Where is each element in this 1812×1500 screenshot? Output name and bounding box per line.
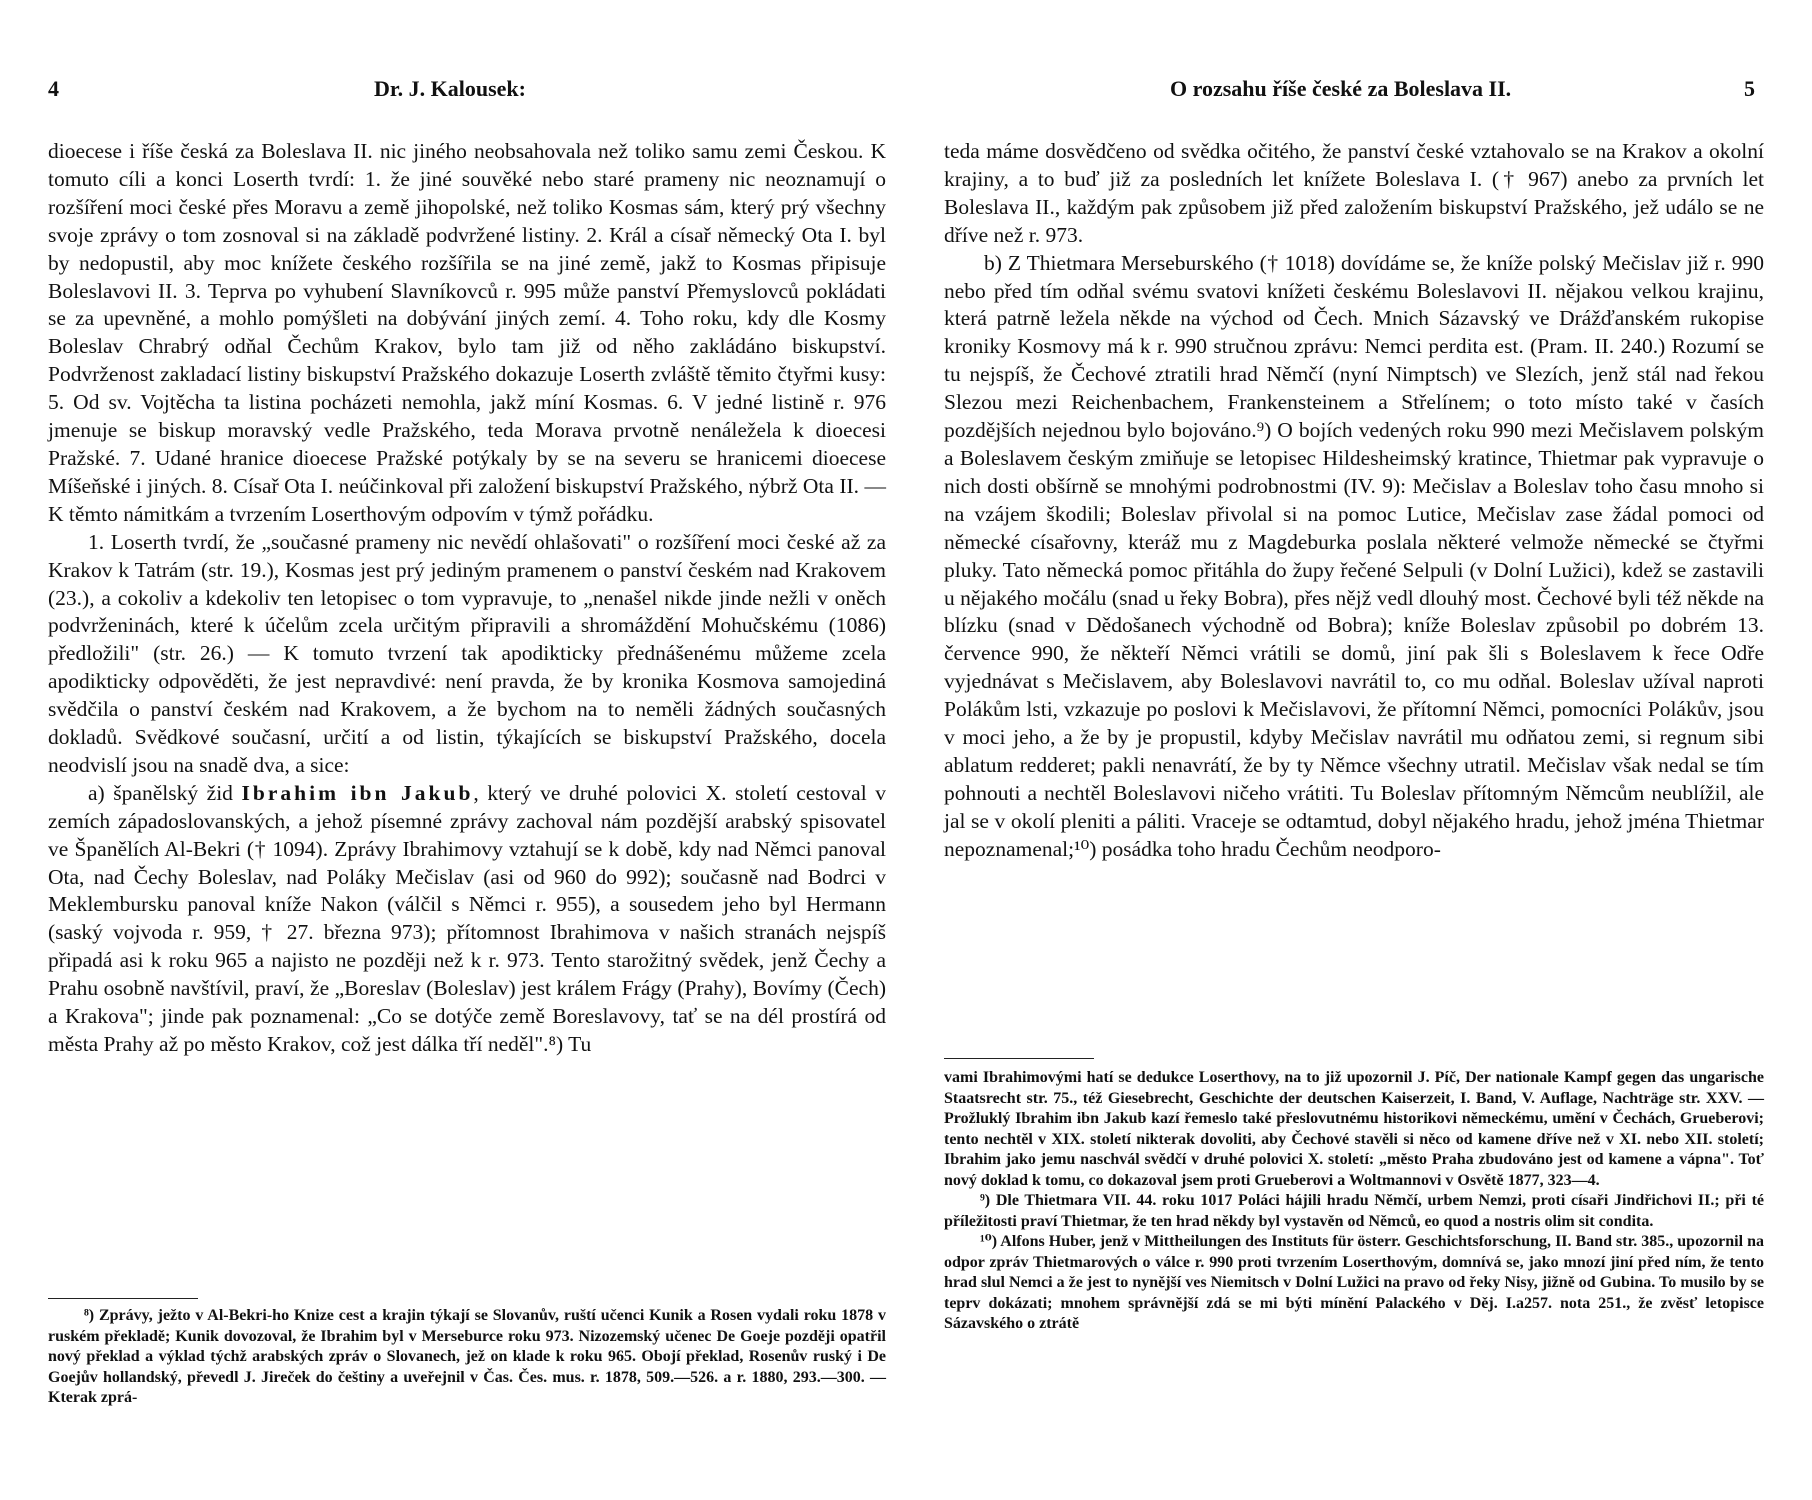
left-body-text — [48, 138, 886, 1059]
footnote-10: ¹⁰) Alfons Huber, jenž v Mittheilungen des Instituts für österr. Geschichtsforschung, II. Band str. 385., upozornil na odpor zpráv Thietmarových o válce r. 990 proti tvrzením Loserthovým, domnívá se, jako mnozí jiní před ním, že tento hrad slul Nemci a že jest to nynější ves Niemitsch v Dolní Lužici na pravo od řeky Nisy, jižně od Gubina. To musilo by se teprv dokázati; mnohem správnější zdá se mi býti mínění Palackého v Děj. I.a257. nota 251., že zvěsť letopisce Sázavského o ztrátě — [944, 1233, 1764, 1332]
footnote-rule-left — [48, 1298, 198, 1299]
footnote-8: ⁸) Zprávy, ježto v Al-Bekri-ho Knize cest a krajin týkají se Slovanův, ruští učenci Kunik a Rosen vydali roku 1878 v ruském překladě; Kunik dovozoval, že Ibrahim byl v Merseburce roku 973. Nizozemský učenec De Goeje později opatřil nový překlad a výklad týchž arabských zpráv o Slovanech, jež on klade k roku 965. Obojí překlad, Rosenův ruský i De Goejův hollandský, převedl J. Jireček do češtiny a uveřejnil v Čas. Čes. mus. r. 1878, 509.—526. a r. 1880, 293.—300. — Kterak zprá- — [48, 1307, 886, 1406]
page-number-right: 5 — [1744, 76, 1755, 101]
left-footnotes — [48, 1306, 886, 1409]
right-body-text — [944, 138, 1764, 864]
footnote-rule-right — [944, 1058, 1094, 1059]
running-head-left: Dr. J. Kalousek: — [374, 76, 526, 101]
right-paragraph-1: teda máme dosvědčeno od svědka očitého, že panství české vztahovalo se na Krakov a okolní krajiny, a to buď již za posledních let knížete Boleslava I. († 967) anebo za prvních let Boleslava II., každým pak způsobem již před založením biskupství Pražského, jež událo se ne dříve než r. 973. — [944, 139, 1764, 247]
left-paragraph-2: 1. Loserth tvrdí, že „současné prameny nic nevědí ohlašovati" o rozšíření moci české až za Krakov k Tatrám (str. 19.), Kosmas jest prý jediným pramenem o panství českém nad Krakovem (23.), a cokoliv a kdekoliv ten letopisec o tom vypravuje, to „nenašel nikde jinde nežli v oněch podvrženinách, které k účelům zcela určitým připravili a shromáždění Mohučskému (1086) předložili" (str. 26.) — K tomuto tvrzení tak apodikticky přednášenému můžeme zcela apodikticky odpověděti, že jest nepravdivé: není pravda, že by kronika Kosmova samojediná svědčila o panství českém nad Krakovem, a že bychom na to neměli žádných současných dokladů. Svědkové současní, určití a od listin, týkajících se biskupství Pražského, docela neodvislí jsou na snadě dva, a sice: — [48, 529, 886, 777]
right-paragraph-b: b) Z Thietmara Merseburského († 1018) dovídáme se, že kníže polský Mečislav již r. 990 nebo před tím odňal svému svatovi knížeti českému Boleslavovi II. nějakou velkou krajinu, která patrně ležela někde na východ od Čech. Mnich Sázavský ve Drážďanském rukopise kroniky Kosmovy má k r. 990 stručnou zprávu: Nemci perdita est. (Pram. II. 240.) Rozumí se tu nejspíš, že Čechové ztratili hrad Němčí (nyní Nimptsch) ve Slezích, jenž stál nad řekou Slezou mezi Reichenbachem, Frankensteinem a Střelínem; o toto místo také v časích pozdějších nejednou bylo bojováno.⁹) O bojích vedených roku 990 mezi Mečislavem polským a Boleslavem českým zmiňuje se letopisec Hildesheimský kratince, Thietmar pak vypravuje o nich dosti obšírně se mnohými podrobnostmi (IV. 9): Mečislav a Boleslav toho času mnoho si na vzájem škodili; Boleslav přivolal si na pomoc Lutice, Mečislav zase žádal pomoci od německé císařovny, kteráž mu z Magdeburka poslala některé velmože německé se čtyřmi pluky. Tato německá pomoc přitáhla do župy řečené Selpuli (v Dolní Lužici), kdež se zastavili u nějakého močálu (snad u řeky Bobra), přes nějž vedl dlouhý most. Čechové byli též někde na blízku (snad v Dědošanech východně od Bobra); kníže Boleslav způsobil po dobrém 13. července 990, že někteří Němci vrátili se domů, jiní pak šli s Boleslavem k řece Odře vyjednávat s Mečislavem, aby Boleslavovi navrátil to, co mu odňal. Boleslav užíval naproti Polákům lsti, vzkazuje po poslovi k Mečislavovi, že přítomní Němci, pomocníci Polákův, jsou v moci jeho, a že by je propustil, kdyby Mečislav navrátil mu odňatou zemi, si regnum sibi ablatum redderet; pakli nenavrátí, že by ty Němce všechny utratil. Mečislav však nedal se tím pohnouti a nechtěl Boleslavovi ničeho vrátiti. Tu Boleslav přítomným Němcům neublížil, ale jal se v okolí pleniti a páliti. Vraceje se odtamtud, dobyl nějakého hradu, jehož jména Thietmar nepoznamenal;¹⁰) posádka toho hradu Čechům neodporo- — [944, 250, 1764, 861]
footnote-continuation: vami Ibrahimovými hatí se dedukce Loserthovy, na to již upozornil J. Píč, Der nationale Kampf gegen das ungarische Staatsrecht str. 75., též Giesebrecht, Geschichte der deutschen Kaiserzeit, I. Band, V. Auflage, Nachträge str. XXV. — Prožluklý Ibrahim ibn Jakub kazí řemeslo také přeslovutnému historikovi německému, umění v Čechách, Grueberovi; tento nechtěl v XIX. století nikterak dovoliti, aby Čechové stavěli si něco od kamene dříve než v XI. nebo XII. století; Ibrahim jako jemu naschvál svědčí v druhé polovici X. století: „město Praha zbudováno jest od kamene a vápna". Toť nový doklad k tomu, co dokazoval jsem proti Grueberovi a Woltmannovi v Osvětě 1877, 323—4. — [944, 1069, 1764, 1189]
footnote-9: ⁹) Dle Thietmara VII. 44. roku 1017 Poláci hájili hradu Němčí, urbem Nemzi, proti císaři Jindřichovi II.; při té příležitosti praví Thietmar, že ten hrad někdy byl vystavěn od Němců, eo quod a nostris olim sit condita. — [944, 1192, 1764, 1230]
right-footnotes — [944, 1068, 1764, 1335]
para-a-rest: , který ve druhé polovici X. století cestoval v zemích západoslovanských, a jehož písemné zprávy zachoval nám pozdější arabský spisovatel ve Španělích Al-Bekri († 1094). Zprávy Ibrahimovy vztahují se k době, kdy nad Němci panoval Ota, nad Čechy Boleslav, nad Poláky Mečislav (asi od 960 do 992); současně nad Bodrci v Meklembursku panoval kníže Nakon (válčil s Němci r. 955), a sousedem jeho byl Hermann (saský vojvoda r. 959, † 27. března 973); přítomnost Ibrahimova v našich stranách nejspíš připadá asi k roku 965 a najisto ne později než k r. 973. Tento starožitný svědek, jenž Čechy a Prahu osobně navštívil, praví, že „Boreslav (Boleslav) jest králem Frágy (Prahy), Bovímy (Čech) a Krakova"; jinde pak poznamenal: „Co se dotýče země Boreslavovy, tať se na dél prostírá od města Prahy až po město Krakov, což jest dálka tří neděl".⁸) Tu — [48, 780, 887, 1056]
right-page — [906, 0, 1812, 1500]
ibrahim-name: Ibrahim ibn Jakub — [241, 780, 474, 805]
page-number-left: 4 — [48, 76, 59, 101]
running-head-right: O rozsahu říše české za Boleslava II. — [1170, 76, 1512, 101]
left-paragraph-a — [48, 780, 886, 1059]
para-a-prefix: a) španělský žid — [88, 780, 242, 805]
left-paragraph-1: dioecese i říše česká za Boleslava II. nic jiného neobsahovala než toliko samu zemi Českou. K tomuto cíli a konci Loserth tvrdí: 1. že jiné souvěké nebo staré prameny nic neoznamují o rozšíření moci české přes Moravu a země jihopolské, než toliko Kosmas sám, který prý všechny svoje zprávy o tom zosnoval si na základě podvržené listiny. 2. Král a císař německý Ota I. byl by nedopustil, aby moc knížete českého rozšířila se na jiné země, jakž to Kosmas připisuje Boleslavovi II. 3. Teprva po vyhubení Slavníkovců r. 995 může panství Přemyslovců pokládati se za upevněné, a mohlo pomýšleti na dobývání jiných zemí. 4. Toho roku, kdy dle Kosmy Boleslav Chrabrý odňal Čechům Krakov, bylo tam již od něho zakládáno biskupství. Podvrženost zakladací listiny biskupství Pražského dokazuje Loserth zvláště těmito čtyřmi kusy: 5. Od sv. Vojtěcha ta listina pocházeti nemohla, jakž míní Kosmas. 6. V jedné listině r. 976 jmenuje se biskup moravský vedle Pražského, teda Morava prvotně nenáležela k dioecesi Pražské. 7. Udané hranice dioecese Pražské potýkaly by se na severu se hranicemi dioecese Míšeňské i jiných. 8. Císař Ota I. neúčinkoval při založení biskupství Pražského, nýbrž Ota II. — K těmto námitkám a tvrzením Loserthovým odpovím v týmž pořádku. — [48, 139, 886, 526]
